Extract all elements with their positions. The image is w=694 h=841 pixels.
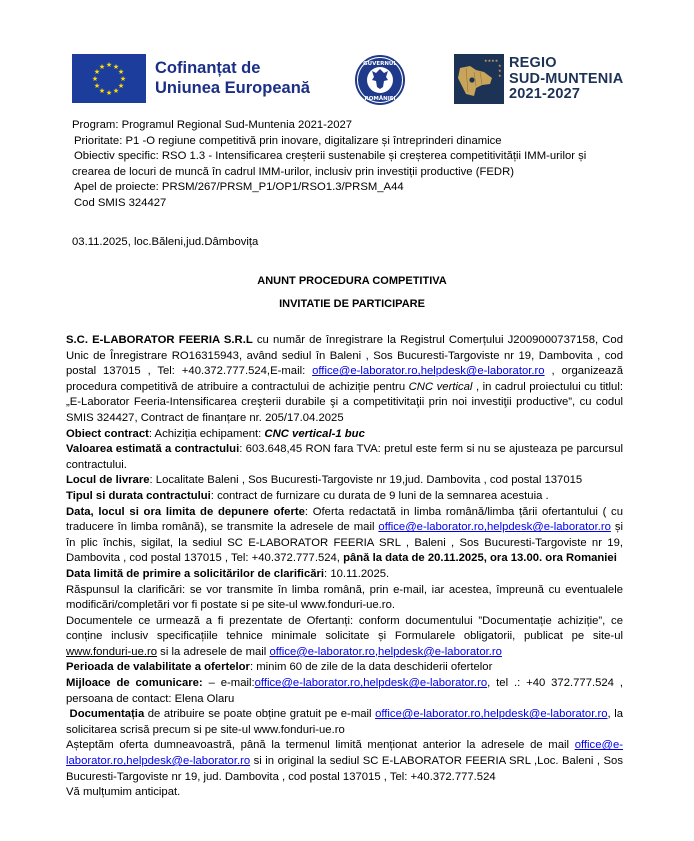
delivery-location	[66, 473, 623, 489]
svg-text:★: ★	[119, 75, 127, 83]
svg-text:GUVERNUL: GUVERNUL	[363, 61, 397, 67]
email-link[interactable]: office@e-laborator.ro,helpdesk@e-laborator.ro	[378, 521, 611, 534]
smis-code-line: Cod SMIS 324427	[74, 196, 167, 209]
email-link-part[interactable]: laborator.ro,helpdesk@e-laborator.ro	[66, 755, 251, 768]
email-link[interactable]: office@e-laborator.ro,helpdesk@e-laborator.ro	[254, 677, 488, 690]
email-link-part[interactable]: office@e-	[574, 739, 623, 752]
field-value: : 10.11.2025.	[324, 567, 390, 580]
awaiting-offer	[66, 738, 623, 785]
svg-text:★: ★	[112, 63, 120, 71]
call-line: Apel de proiecte: PRSM/267/PRSM_P1/OP1/RSO1.3/PRSM_A44	[74, 181, 404, 194]
field-label: Valoarea estimată a contractului	[66, 443, 240, 456]
eu-label-line2: Uniunea Europeană	[155, 79, 310, 97]
required-documents	[66, 614, 623, 661]
svg-text:★: ★	[498, 73, 502, 78]
field-label: Data, locul si ora limita de depunere oferte	[66, 505, 305, 518]
svg-text:★: ★	[498, 68, 502, 73]
field-value: si in original la sediul SC E-LABORATOR FEERIA SRL ,Loc. Baleni , Sos Bucuresti-Targoviste nr 19, jud. Dambovita , cod postal 137015 , Tel: +40.372.777.524	[66, 755, 623, 783]
field-label: Data limită de primire a solicitărilor de clarificări	[66, 567, 325, 580]
website-link[interactable]: www.fonduri-ue.ro	[66, 645, 158, 658]
svg-text:★: ★	[93, 82, 101, 90]
item-name: CNC vertical-1 buc	[264, 427, 365, 440]
regio-sud-muntenia-label	[509, 56, 623, 103]
field-label: Tipul si durata contractului	[66, 489, 211, 502]
field-value: Documentele ce urmează a fi prezentate de Ofertanți: conform documentului ”Documentație achiziție”, ce conține inclusiv specificațiile tehnice minimale solicitate și Formularele obligatorii, publicat pe site-ul	[66, 614, 623, 643]
email-link[interactable]	[375, 708, 607, 720]
regio-line3: 2021-2027	[509, 86, 581, 102]
email-link[interactable]: office@e-laborator.ro,helpdesk@e-laborator.ro	[269, 645, 502, 658]
regio-line2: SUD-MUNTENIA	[509, 70, 624, 87]
svg-text:★: ★	[498, 63, 502, 68]
svg-text:★: ★	[117, 68, 125, 76]
svg-text:ROMÂNIEI: ROMÂNIEI	[364, 96, 396, 102]
announcement-title: ANUNT PROCEDURA COMPETITIVA	[257, 275, 447, 288]
field-value: si la adresele de mail	[157, 645, 270, 658]
svg-text:★: ★	[91, 75, 99, 83]
eu-cofinanced-label	[155, 58, 310, 98]
field-value: , la solicitarea scrisă precum si pe site-ul www.fonduri-ue.ro	[66, 708, 624, 736]
eu-label-line1: Cofinanțat de	[155, 59, 261, 77]
priority-line: Prioritate: P1 -O regiune competitivă prin inovare, digitalizare și întreprinderi dinamice	[74, 134, 502, 147]
date-place-line: 03.11.2025, loc.Băleni,jud.Dâmbovița	[72, 235, 259, 248]
svg-text:★: ★	[112, 87, 120, 95]
clarification-deadline	[66, 567, 623, 583]
romanian-government-seal-icon	[354, 54, 406, 106]
program-line: Program: Programul Regional Sud-Muntenia 2021-2027	[72, 119, 353, 131]
svg-text:★: ★	[98, 63, 106, 71]
field-value: : 603.648,45 RON fara TVA: pretul este ferm si nu se ajusteaza pe parcursul contractului.	[66, 443, 623, 471]
intro-text: , in cadrul proiectului cu titlul: „E-Laborator Feeria-Intensificarea creşterii durabile şi a competitivitaţii prin noi investiţii productive”, cu codul SMIS 324427, Contract de finanțare nr. 205/17.04.2025	[66, 380, 623, 424]
deadline-value: până la data de 20.11.2025, ora 13.00. ora Romaniei	[343, 552, 617, 565]
email-link-part[interactable]: laborator.ro	[550, 708, 608, 721]
intro-text: , organizează procedura competitivă de atribuire a contractului de achiziție pentru	[66, 365, 623, 393]
svg-text:★: ★	[98, 87, 106, 95]
field-label: Perioada de valabilitate a ofertelor	[66, 661, 250, 674]
offer-validity	[66, 660, 623, 676]
eu-flag-icon	[72, 54, 146, 103]
field-value: Așteptăm oferta dumneavoastră, până la termenul limită menționat anterior la adresele de mail	[66, 739, 575, 752]
field-value: : minim 60 de zile de la data deschiderii ofertelor	[249, 661, 493, 674]
contract-type-duration	[66, 489, 623, 505]
clarification-response: Răspunsul la clarificări: se vor transmite în limba română, prin e-mail, iar acestea, împreună cu eventualele modificări/completări vor fi postate si pe site-ul www.fonduri-ue.ro.	[66, 583, 623, 612]
svg-text:★: ★	[93, 68, 101, 76]
invitation-title: INVITATIE DE PARTICIPARE	[279, 297, 425, 310]
email-link-part[interactable]: office@e-laborator.ro,helpdesk@e-	[375, 708, 551, 721]
field-value: : Achiziția echipament:	[148, 427, 265, 440]
submission-deadline	[66, 505, 623, 567]
thank-you-line: Vă mulțumim anticipat.	[66, 786, 181, 799]
field-value: : Localitate Baleni , Sos Bucuresti-Targoviste nr 19,jud. Dambovita , cod postal 137015	[149, 474, 583, 487]
objective-line-2: crearea de locuri de muncă în cadrul IMM-urilor, inclusiv prin investiții productive (FEDR)	[72, 165, 514, 178]
program-meta	[72, 118, 620, 312]
contract-object	[66, 427, 623, 443]
svg-text:★: ★	[105, 89, 113, 97]
tender-documentation	[66, 707, 623, 738]
svg-text:★★★★: ★★★★	[484, 58, 499, 63]
field-value: : Oferta redactată in limba română/limba țării ofertantului ( cu traducere în limba română), se transmite la adresele de mail	[66, 505, 623, 534]
communication-means	[66, 676, 623, 707]
announcement-body	[66, 333, 623, 801]
field-label: Obiect contract	[66, 427, 149, 440]
objective-line-1: Obiectiv specific: RSO 1.3 - Intensificarea creșterii sustenabile și creșterea competitivității IMM-urilor și	[74, 150, 587, 163]
company-name: S.C. E-LABORATOR FEERIA S.R.L	[66, 334, 253, 346]
field-value: : contract de furnizare cu durata de 9 luni de la semnarea acestuia .	[210, 489, 549, 502]
intro-text: cu număr de înregistrare la Registrul Comerțului J2009000737158, Cod Unic de Înregistrare RO16315943, având sediul în Baleni , Sos Bucuresti-Targoviste nr 19, Dambovita , cod postal 137015 , Tel: +40.372.777.524,E-mail:	[66, 334, 624, 378]
field-label: Locul de livrare	[66, 474, 150, 487]
field-value: și în plic închis, sigilat, la sediul SC E-LABORATOR FEERIA SRL , Baleni , Sos Bucuresti-Targoviste nr 19, Dambovita , cod postal 137015 , Tel: +40.372.777.524,	[66, 521, 623, 565]
field-value: , tel .: +40 372.777.524 , persoana de contact: Elena Olaru	[66, 677, 623, 705]
email-link[interactable]: office@e-laborator.ro,helpdesk@e-laborator.ro	[312, 365, 545, 378]
item-name: CNC vertical	[408, 380, 473, 393]
field-value: – e-mail:	[202, 677, 255, 690]
logo-header	[72, 54, 632, 106]
regio-map-icon	[454, 54, 504, 104]
regio-line1: REGIO	[509, 55, 557, 71]
svg-text:★: ★	[117, 82, 125, 90]
estimated-value	[66, 442, 623, 473]
field-value: de atribuire se poate obține gratuit pe e-mail	[144, 708, 376, 721]
svg-text:★: ★	[105, 61, 113, 69]
field-label: Mijloace de comunicare:	[66, 677, 203, 690]
field-label: Documentația	[69, 708, 145, 721]
intro-paragraph	[66, 333, 623, 427]
